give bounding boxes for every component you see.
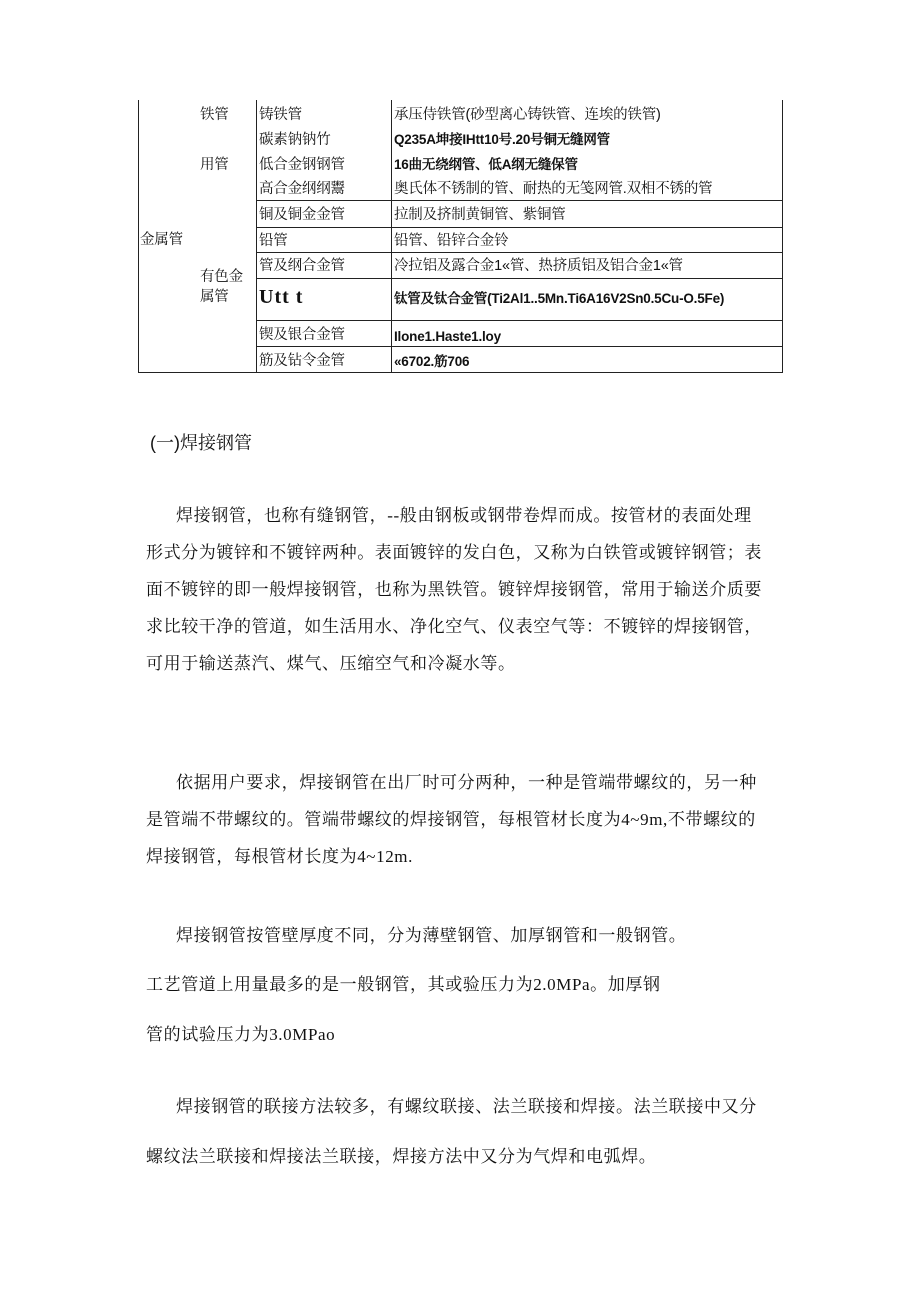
pipe-name-cell: 筋及钻令金管 (259, 353, 345, 369)
table-line-left (138, 100, 139, 372)
paragraph-line: 形式分为镀锌和不镀锌两种。表面镀锌的发白色，又称为白铁管或镀锌钢管；表 (146, 543, 762, 562)
pipe-desc-cell: 拉制及挤制黄铜管、紫铜管 (394, 207, 566, 223)
group-ferrous-line2: 用管 (200, 157, 229, 173)
pipe-name-cell: 铅管 (259, 233, 288, 249)
pipe-name-cell: 低合金钢钢管 (259, 157, 345, 173)
pipe-desc-cell: Q235A坤接IHtt10号.20号铜无缝网管 (394, 132, 610, 147)
paragraph-5 (146, 1088, 757, 1175)
table-line-bottom (138, 372, 783, 373)
table-line-row (256, 320, 783, 321)
pipe-desc-cell: 奥氏体不锈制的管、耐热的无笺网管.双相不锈的管 (394, 181, 713, 197)
pipe-desc-cell: 铅管、铅锌合金铃 (394, 233, 509, 249)
pipe-desc-cell: 钛管及钛合金管(Ti2Al1..5Mn.Ti6A16V2Sn0.5Cu-O.5Fe) (394, 291, 725, 306)
pipe-name-cell: 碳素钠钠竹 (259, 132, 331, 148)
pipe-name-cell: 锲及银合金管 (259, 327, 345, 343)
paragraph-3 (176, 917, 686, 954)
paragraph-2 (146, 764, 757, 875)
table-line-row (256, 346, 783, 347)
table-line-col2 (256, 100, 257, 372)
pipe-name-cell: 管及纲合金管 (259, 258, 345, 274)
paragraph-line: 螺纹法兰联接和焊接法兰联接，焊接方法中又分为气焊和电弧焊。 (146, 1147, 657, 1166)
table-line-col3 (391, 100, 392, 372)
table-line-row (256, 252, 783, 253)
pipe-desc-cell: 冷拉铝及露合金1«管、热挤质铝及铝合金1«管 (394, 258, 683, 274)
pipe-name-cell: 铸铁管 (259, 107, 302, 123)
group-ferrous-line1: 铁管 (200, 107, 229, 123)
paragraph-4 (146, 966, 661, 1053)
paragraph-line: 焊接钢管，也称有缝钢管，--般由钢板或钢带卷焊而成。按管材的表面处理 (176, 506, 752, 525)
group-nonferrous-line2: 属管 (200, 289, 229, 305)
pipe-desc-cell: Ilone1.Haste1.loy (394, 329, 501, 344)
paragraph-line: 是管端不带螺纹的。管端带螺纹的焊接钢管，每根管材长度为4~9m,不带螺纹的 (146, 810, 756, 829)
paragraph-line: 焊接钢管按管壁厚度不同，分为薄壁钢管、加厚钢管和一般钢管。 (176, 926, 687, 945)
category-label: 金属管 (140, 232, 183, 248)
pipe-desc-cell: 16曲无绕纲管、低A纲无缝保管 (394, 157, 578, 172)
pipe-name-cell: 高合金纲纲鬻 (259, 181, 345, 197)
pipe-materials-table (0, 0, 920, 380)
pipe-desc-cell: «6702.筋706 (394, 354, 470, 369)
paragraph-1 (146, 497, 762, 682)
paragraph-line: 面不镀锌的即一般焊接钢管，也称为黑铁管。镀锌焊接钢管，常用于输送介质要 (146, 580, 762, 599)
pipe-name-cell: Utt t (259, 286, 304, 308)
section-heading: (一)焊接钢管 (150, 433, 252, 453)
table-line-right (782, 100, 783, 372)
table-line-row (256, 227, 783, 228)
pipe-desc-cell: 承压侍铁管(砂型离心铸铁管、连埃的铁管) (394, 107, 661, 123)
table-line-row (256, 200, 783, 201)
group-nonferrous-line1: 有色金 (200, 269, 243, 285)
paragraph-line: 工艺管道上用量最多的是一般钢管，其或验压力为2.0MPa。加厚钢 (146, 975, 661, 994)
paragraph-line: 求比较干净的管道，如生活用水、净化空气、仪表空气等：不镀锌的焊接钢管， (146, 617, 762, 636)
paragraph-line: 可用于输送蒸汽、煤气、压缩空气和冷凝水等。 (146, 654, 516, 673)
table-line-row (256, 278, 783, 279)
paragraph-line: 焊接钢管，每根管材长度为4~12m. (146, 847, 413, 866)
paragraph-line: 焊接钢管的联接方法较多，有螺纹联接、法兰联接和焊接。法兰联接中又分 (176, 1097, 757, 1116)
pipe-name-cell: 铜及铜金金管 (259, 207, 345, 223)
paragraph-line: 依据用户要求，焊接钢管在出厂时可分两种，一种是管端带螺纹的，另一种 (176, 773, 757, 792)
paragraph-line: 管的试验压力为3.0MPao (146, 1025, 336, 1044)
